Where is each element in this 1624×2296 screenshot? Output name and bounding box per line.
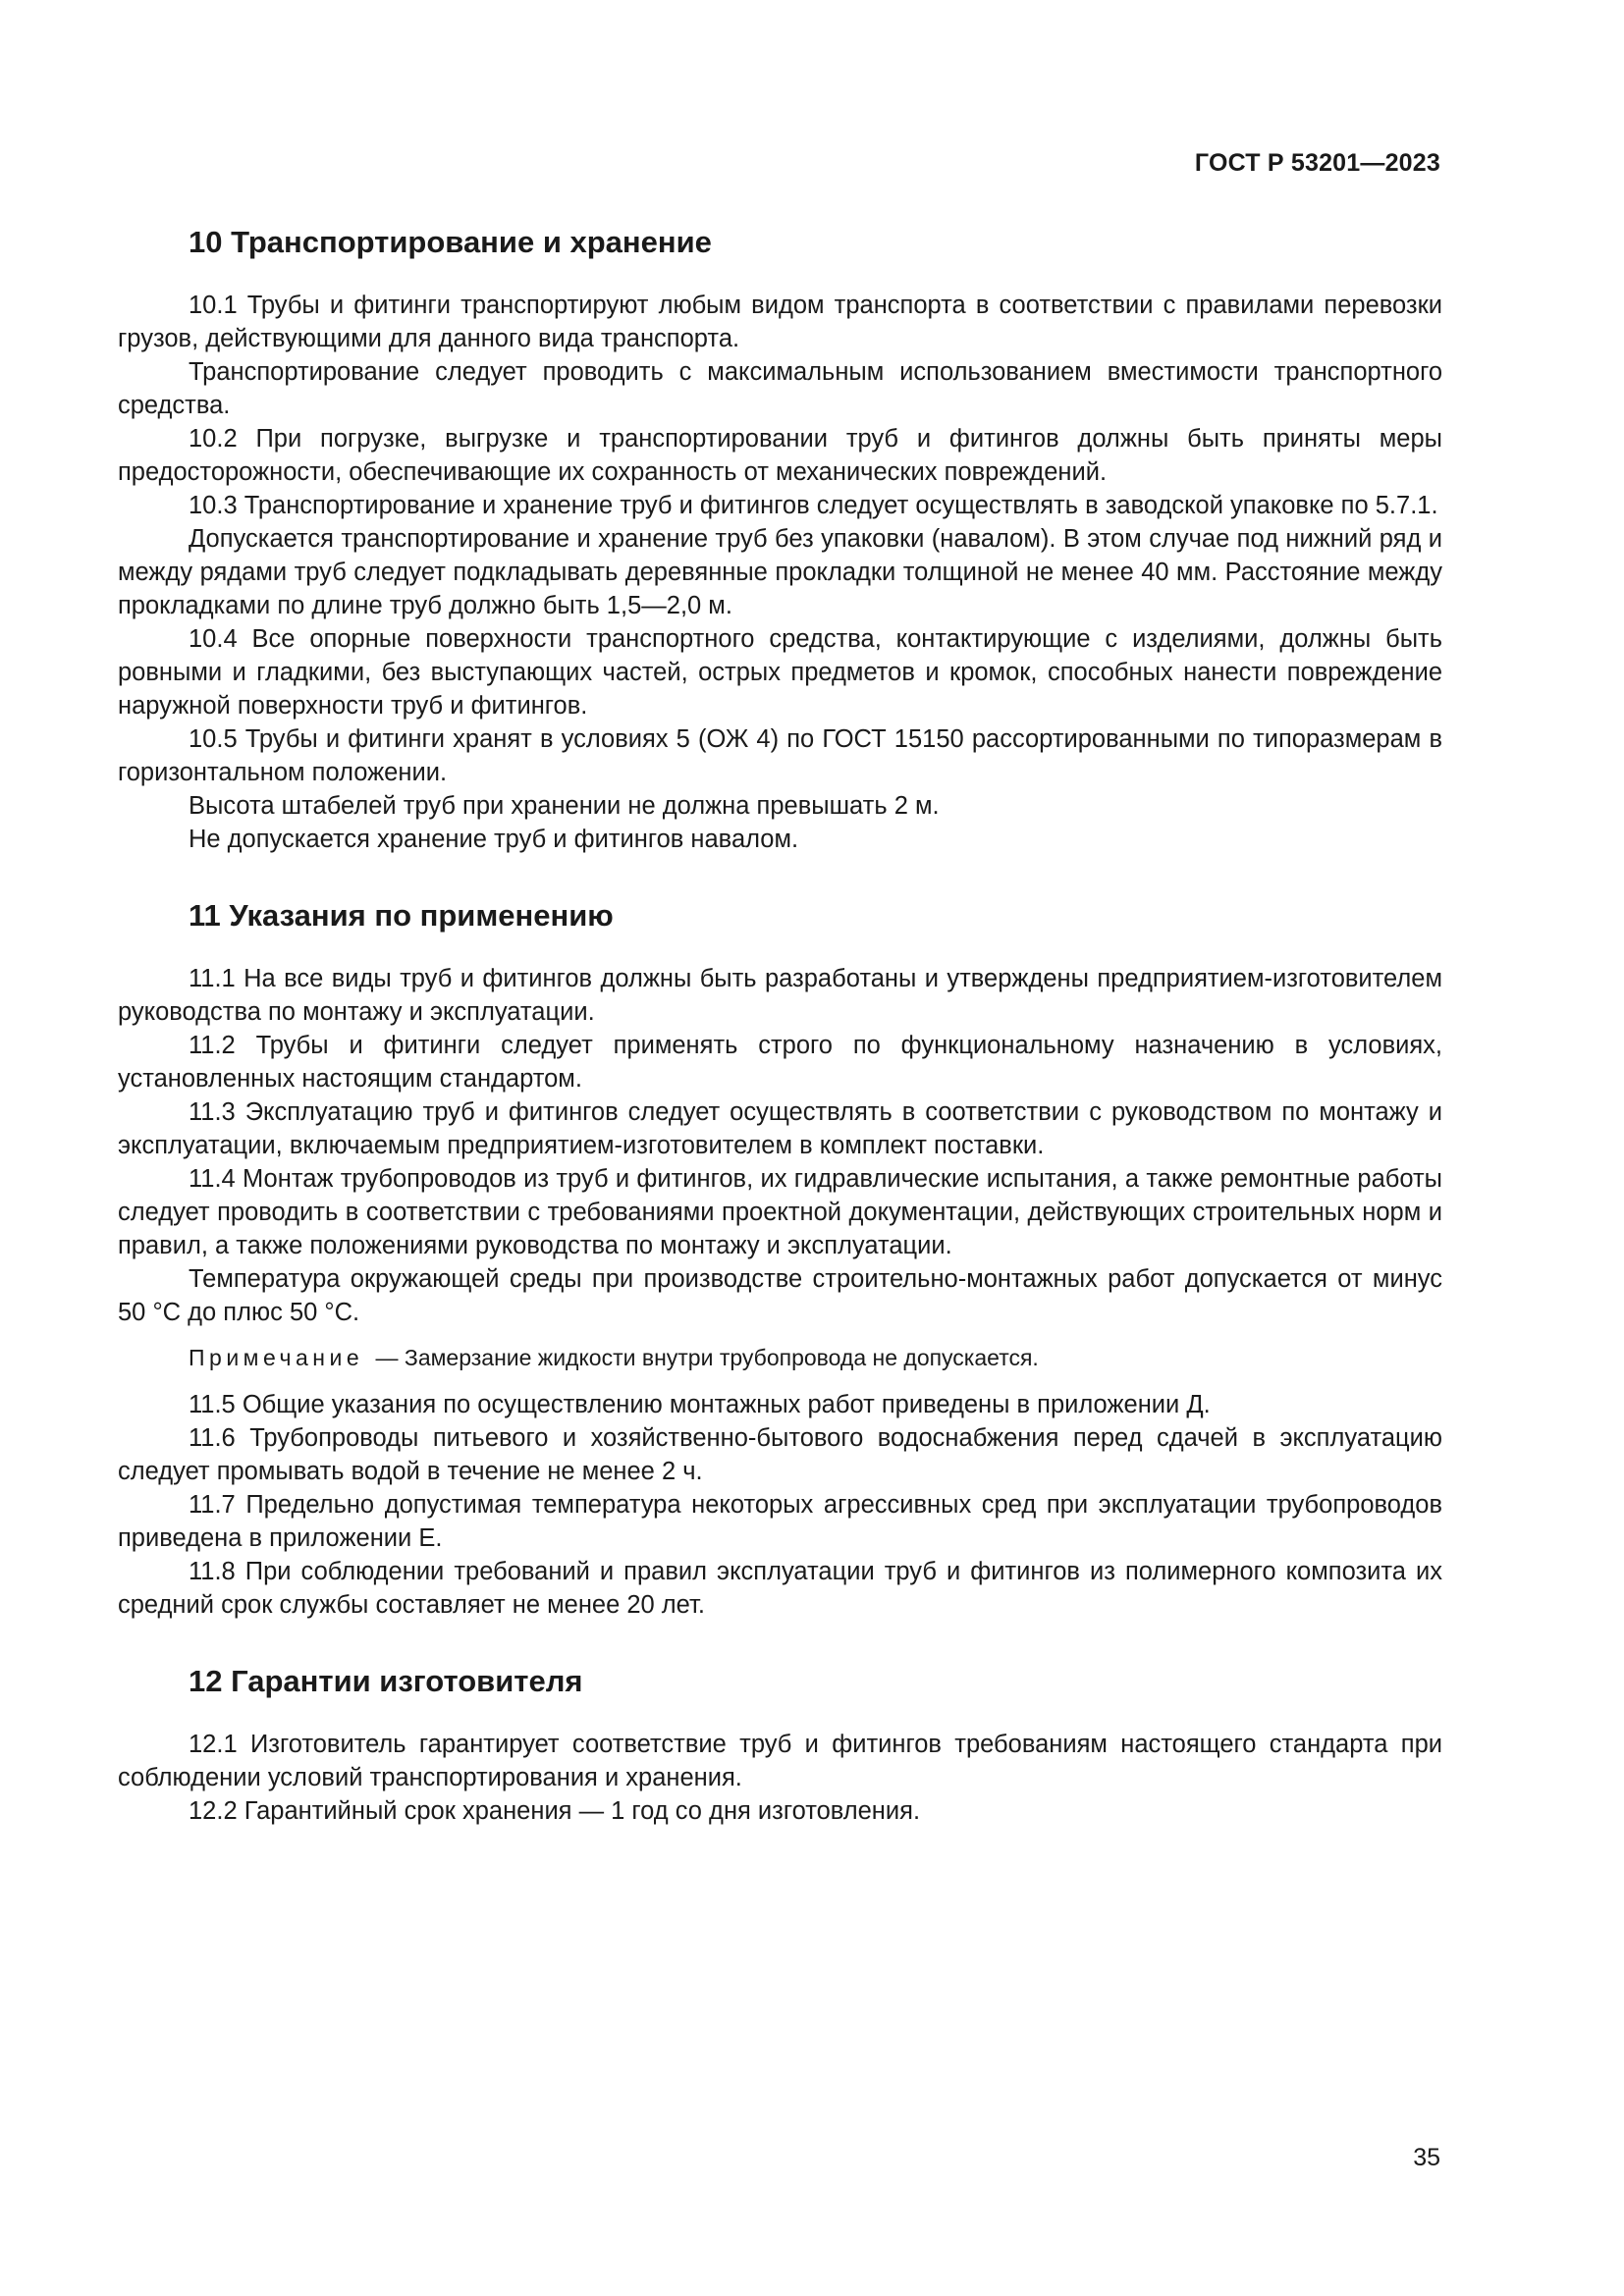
document-id-header: ГОСТ Р 53201—2023 [1194, 149, 1440, 177]
section-10 [118, 222, 1442, 856]
paragraph-10-5-cont: Высота штабелей труб при хранении не должна превышать 2 м. [189, 792, 940, 820]
paragraph-11-3: 11.3 Эксплуатацию труб и фитингов следует осуществлять в соответствии с руководством по монтажу и эксплуатации, включаемым предприятием-изготовителем в комплект поставки. [118, 1098, 1442, 1159]
section-12 [118, 1661, 1442, 1828]
paragraph-10-4: 10.4 Все опорные поверхности транспортного средства, контактирующие с изделиями, должны быть ровными и гладкими, без выступающих частей, острых предметов и кромок, способных нанести повреждение наружной поверхности труб и фитингов. [118, 625, 1442, 720]
paragraph-11-7: 11.7 Предельно допустимая температура некоторых агрессивных сред при эксплуатации трубопроводов приведена в приложении Е. [118, 1491, 1442, 1552]
paragraph-10-1-cont: Транспортирование следует проводить с максимальным использованием вместимости транспортного средства. [118, 358, 1442, 419]
paragraph-11-1: 11.1 На все виды труб и фитингов должны быть разработаны и утверждены предприятием-изготовителем руководства по монтажу и эксплуатации. [118, 965, 1442, 1026]
paragraph-12-2: 12.2 Гарантийный срок хранения — 1 год со дня изготовления. [189, 1797, 921, 1825]
section-11 [118, 895, 1442, 1622]
page-number: 35 [1413, 2144, 1440, 2171]
paragraph-11-5: 11.5 Общие указания по осуществлению монтажных работ приведены в приложении Д. [189, 1391, 1211, 1418]
paragraph-10-5: 10.5 Трубы и фитинги хранят в условиях 5 (ОЖ 4) по ГОСТ 15150 рассортированными по типоразмерам в горизонтальном положении. [118, 725, 1442, 786]
note-text: — Замерзание жидкости внутри трубопровода не допускается. [375, 1345, 1039, 1370]
paragraph-10-5-cont2: Не допускается хранение труб и фитингов навалом. [189, 826, 799, 853]
paragraph-11-4: 11.4 Монтаж трубопроводов из труб и фитингов, их гидравлические испытания, а также ремонтные работы следует проводить в соответствии с требованиями проектной документации, действующих строительных норм и правил, а также положениями руководства по монтажу и эксплуатации. [118, 1165, 1442, 1259]
paragraph-10-2: 10.2 При погрузке, выгрузке и транспортировании труб и фитингов должны быть приняты меры предосторожности, обеспечивающие их сохранность от механических повреждений. [118, 425, 1442, 486]
section-title: 12 Гарантии изготовителя [189, 1664, 583, 1698]
document-body [118, 222, 1442, 1828]
paragraph-11-8: 11.8 При соблюдении требований и правил эксплуатации труб и фитингов из полимерного композита их средний срок службы составляет не менее 20 лет. [118, 1558, 1442, 1619]
paragraph-11-4-cont: Температура окружающей среды при производстве строительно-монтажных работ допускается от минус 50 °С до плюс 50 °С. [118, 1265, 1442, 1326]
paragraph-10-3-cont: Допускается транспортирование и хранение труб без упаковки (навалом). В этом случае под нижний ряд и между рядами труб следует подкладывать деревянные прокладки толщиной не менее 40 мм. Расстояние между прокладками по длине труб должно быть 1,5—2,0 м. [118, 525, 1442, 619]
section-title: 10 Транспортирование и хранение [189, 225, 712, 259]
paragraph-11-6: 11.6 Трубопроводы питьевого и хозяйственно-бытового водоснабжения перед сдачей в эксплуатацию следует промывать водой в течение не менее 2 ч. [118, 1424, 1442, 1485]
paragraph-10-1: 10.1 Трубы и фитинги транспортируют любым видом транспорта в соответствии с правилами перевозки грузов, действующими для данного вида транспорта. [118, 292, 1442, 352]
section-title: 11 Указания по применению [189, 898, 614, 933]
paragraph-11-2: 11.2 Трубы и фитинги следует применять строго по функциональному назначению в условиях, установленных настоящим стандартом. [118, 1032, 1442, 1093]
note [118, 1341, 1442, 1374]
note-label: Примечание [189, 1345, 364, 1370]
paragraph-10-3: 10.3 Транспортирование и хранение труб и фитингов следует осуществлять в заводской упаковке по 5.7.1. [189, 492, 1438, 519]
paragraph-12-1: 12.1 Изготовитель гарантирует соответствие труб и фитингов требованиям настоящего стандарта при соблюдении условий транспортирования и хранения. [118, 1731, 1442, 1791]
